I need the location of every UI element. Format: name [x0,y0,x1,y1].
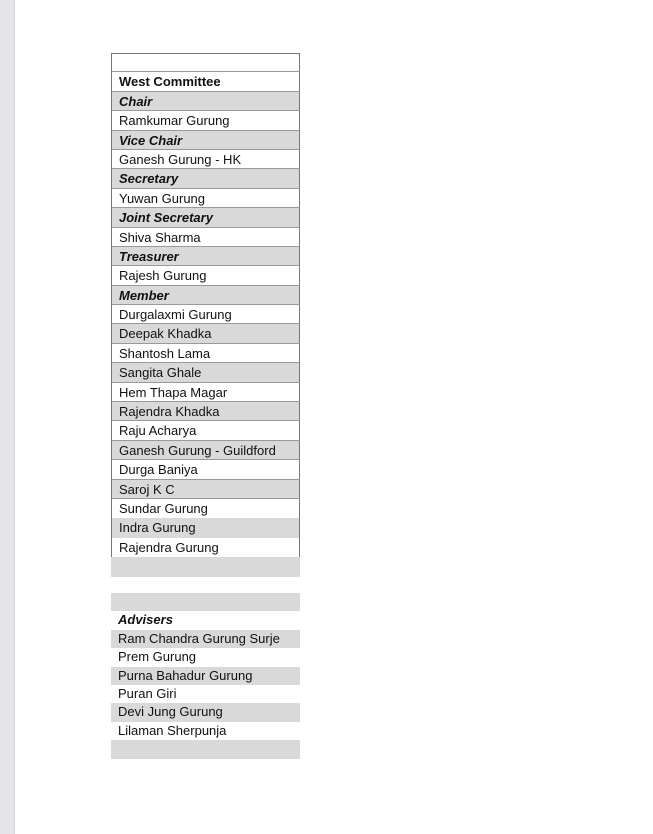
table-cell: Ganesh Gurung - HK [111,150,300,169]
document-margin [0,0,15,834]
table-empty-row [111,740,300,758]
table-cell: Ramkumar Gurung [111,111,300,130]
advisers-title: Advisers [118,612,173,628]
table-cell: Purna Bahadur Gurung [111,667,300,685]
table-cell: Yuwan Gurung [111,189,300,208]
table-empty-row [111,593,300,611]
table-cell: Indra Gurung [111,518,300,537]
committee-title: West Committee [111,72,300,91]
table-cell: Raju Acharya [111,421,300,440]
table-cell: Shantosh Lama [111,344,300,363]
table-cell: Rajendra Gurung [111,538,300,557]
role-vice-chair: Vice Chair [111,131,300,150]
role-chair: Chair [111,92,300,111]
table-empty-row [111,557,300,576]
role-secretary: Secretary [111,169,300,188]
table-cell: Sangita Ghale [111,363,300,382]
table-cell: Lilaman Sherpunja [118,722,227,738]
role-member: Member [111,286,300,305]
table-cell: Shiva Sharma [111,228,300,247]
table-cell: Saroj K C [111,480,300,499]
table-cell: Durgalaxmi Gurung [111,305,300,324]
table-empty-row [111,53,300,72]
advisers-table [111,593,300,759]
table-cell: Sundar Gurung [111,499,300,518]
table-cell: Prem Gurung [118,649,197,665]
role-joint-secretary: Joint Secretary [111,208,300,227]
role-treasurer: Treasurer [111,247,300,266]
table-cell: Devi Jung Gurung [111,703,300,721]
committee-table [111,53,300,577]
table-cell: Durga Baniya [111,460,300,479]
table-cell: Hem Thapa Magar [111,383,300,402]
table-cell: Rajesh Gurung [111,266,300,285]
table-cell: Deepak Khadka [111,324,300,343]
table-cell: Ram Chandra Gurung Surje [111,630,300,648]
table-cell: Rajendra Khadka [111,402,300,421]
table-cell: Puran Giri [118,685,177,701]
table-cell: Ganesh Gurung - Guildford [111,441,300,460]
